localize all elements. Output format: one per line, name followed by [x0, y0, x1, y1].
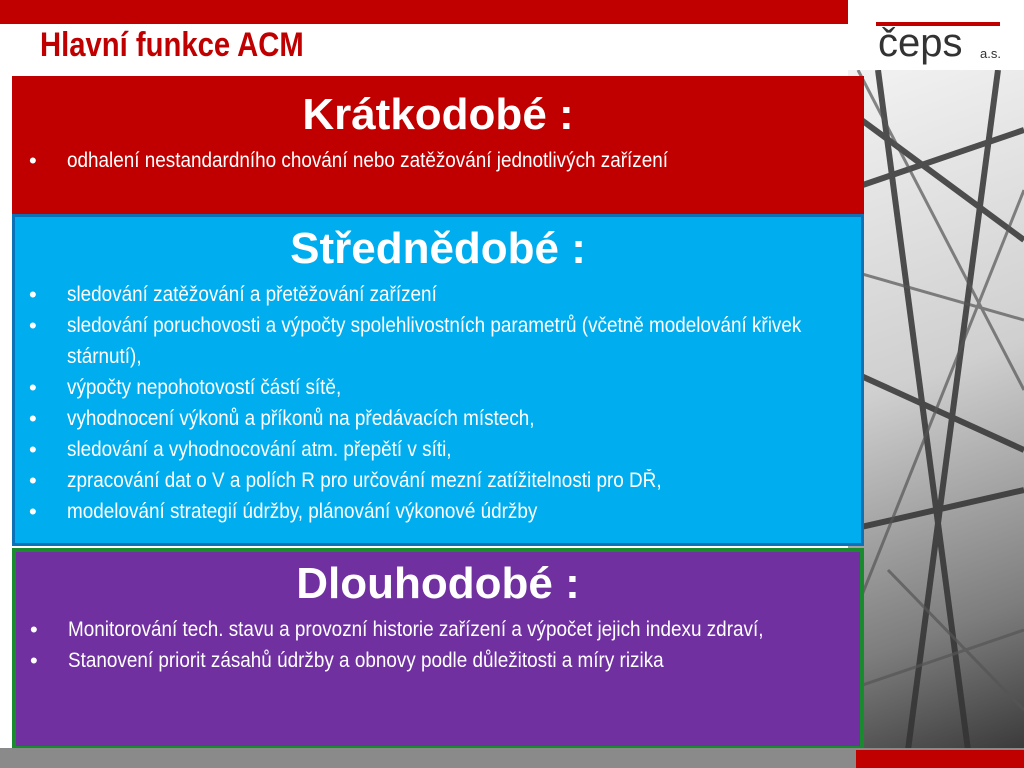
- medium-term-box: [12, 214, 864, 546]
- list-item: • výpočty nepohotovostí částí sítě,: [15, 372, 861, 403]
- short-term-box: [12, 76, 864, 214]
- bullet-icon: •: [29, 282, 37, 307]
- bullet-icon: •: [29, 375, 37, 400]
- list-item: • sledování zatěžování a přetěžování zařízení: [15, 279, 861, 310]
- bullet-icon: •: [29, 406, 37, 431]
- list-item: • zpracování dat o V a polích R pro určování mezní zatížitelnosti pro DŘ,: [15, 465, 861, 496]
- top-red-bar: [0, 0, 848, 24]
- slide-title: Hlavní funkce ACM: [40, 26, 304, 64]
- medium-term-heading: Střednědobé :: [290, 224, 586, 273]
- list-item: • odhalení nestandardního chování nebo zatěžování jednotlivých zařízení: [15, 145, 861, 176]
- short-term-heading: Krátkodobé :: [302, 90, 574, 139]
- list-item: • sledování poruchovosti a výpočty spolehlivostních parametrů (včetně modelování křivek stárnutí),: [15, 310, 861, 372]
- list-item: • vyhodnocení výkonů a příkonů na předávacích místech,: [15, 403, 861, 434]
- bullet-icon: •: [30, 648, 38, 673]
- list-item: • Stanovení priorit zásahů údržby a obnovy podle důležitosti a míry rizika: [16, 645, 860, 676]
- list-item: • modelování strategií údržby, plánování výkonové údržby: [15, 496, 861, 527]
- long-term-list: [16, 614, 860, 676]
- bullet-icon: •: [29, 148, 37, 173]
- logo-wordmark: čeps: [878, 21, 963, 65]
- medium-term-list: [15, 279, 861, 527]
- ceps-logo: [876, 12, 1016, 70]
- bullet-icon: •: [29, 468, 37, 493]
- bullet-icon: •: [29, 499, 37, 524]
- bullet-icon: •: [29, 437, 37, 462]
- bullet-icon: •: [30, 617, 38, 642]
- list-item: • sledování a vyhodnocování atm. přepětí v síti,: [15, 434, 861, 465]
- bullet-icon: •: [29, 313, 37, 338]
- long-term-heading: Dlouhodobé :: [296, 559, 580, 608]
- bottom-red-bar: [856, 750, 1024, 768]
- logo-suffix: a.s.: [980, 46, 1001, 61]
- list-item: • Monitorování tech. stavu a provozní historie zařízení a výpočet jejich indexu zdraví,: [16, 614, 860, 645]
- short-term-list: [15, 145, 861, 176]
- long-term-box: [12, 548, 864, 750]
